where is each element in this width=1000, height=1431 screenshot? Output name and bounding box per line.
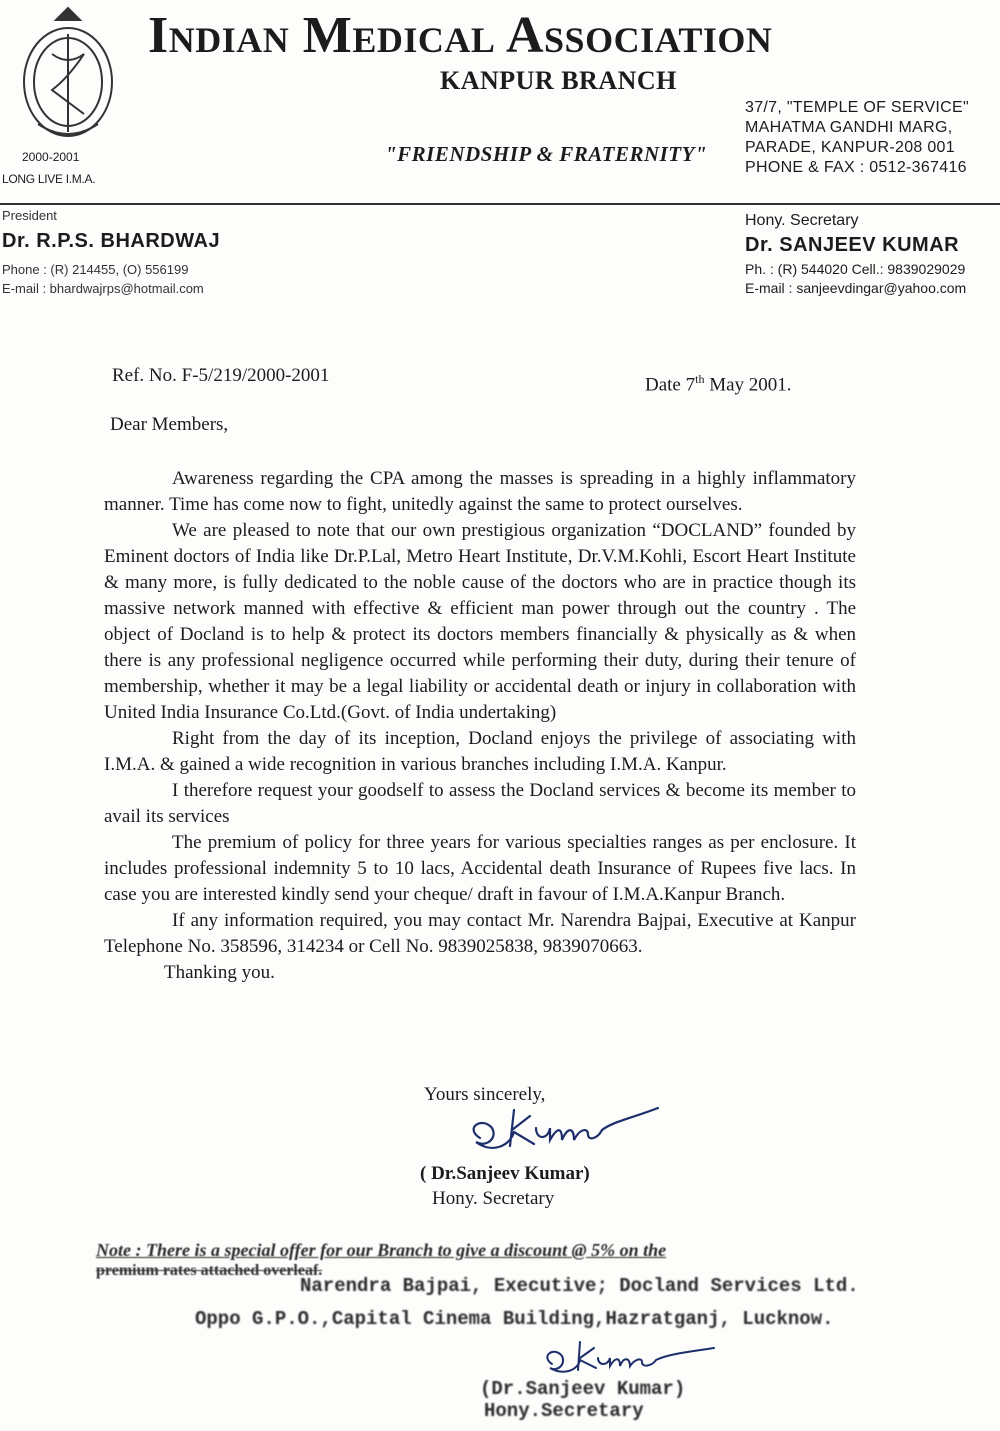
stamp-executive-line: Narendra Bajpai, Executive; Docland Services Ltd. [300, 1275, 859, 1297]
president-phone: Phone : (R) 214455, (O) 556199 [2, 262, 189, 277]
organization-name: Indian Medical Association [148, 7, 773, 64]
body-paragraph: Awareness regarding the CPA among the masses is spreading in a highly inflammatory manner. Time has come now to fight, unitedly against the same to protect ourselves. [104, 468, 856, 515]
president-email: E-mail : bhardwajrps@hotmail.com [2, 281, 204, 296]
slogan: "FRIENDSHIP & FRATERNITY" [385, 142, 708, 166]
president-name: Dr. R.P.S. BHARDWAJ [2, 230, 221, 252]
signatory-title: Hony. Secretary [432, 1188, 555, 1209]
secretary-phone: Ph. : (R) 544020 Cell.: 9839029029 [745, 261, 966, 277]
discount-note-continued: premium rates attached overleaf. [96, 1262, 323, 1279]
reference-number: Ref. No. F-5/219/2000-2001 [112, 365, 330, 386]
address-phone: PHONE & FAX : 0512-367416 [745, 159, 967, 176]
letter-date: Date 7th May 2001. [645, 372, 792, 396]
body-paragraph: If any information required, you may contact Mr. Narendra Bajpai, Executive at Kanpur Telephone No. 358596, 314234 or Cell No. 9839025838, 9839070663. [104, 910, 856, 957]
address-line: MAHATMA GANDHI MARG, [745, 119, 953, 136]
branch-address [745, 98, 969, 178]
logo-year: 2000-2001 [22, 150, 80, 164]
secretary-email: E-mail : sanjeevdingar@yahoo.com [745, 280, 967, 296]
president-contact [2, 260, 204, 298]
header-divider [0, 203, 1000, 205]
secretary-name: Dr. SANJEEV KUMAR [745, 234, 960, 256]
president-title: President [2, 208, 57, 223]
branch-name: KANPUR BRANCH [440, 66, 677, 95]
closing: Yours sincerely, [424, 1084, 546, 1105]
signature-image [462, 1098, 662, 1158]
stamp-address-line: Oppo G.P.O.,Capital Cinema Building,Hazratganj, Lucknow. [195, 1308, 834, 1330]
signatory-name: ( Dr.Sanjeev Kumar) [420, 1163, 590, 1184]
ima-emblem-icon [8, 4, 128, 144]
thanks-line: Thanking you. [164, 962, 275, 983]
logo-motto: LONG LIVE I.M.A. [2, 172, 96, 186]
letter-body [104, 466, 856, 986]
second-signature-image [538, 1336, 718, 1376]
salutation: Dear Members, [110, 414, 229, 435]
discount-note: Note : There is a special offer for our Branch to give a discount @ 5% on the [96, 1240, 667, 1260]
body-paragraph: I therefore request your goodself to assess the Docland services & become its member to avail its services [104, 780, 856, 827]
stamp-signatory-name: (Dr.Sanjeev Kumar) [480, 1378, 686, 1400]
address-line: 37/7, "TEMPLE OF SERVICE" [745, 99, 969, 116]
body-paragraph: The premium of policy for three years for various specialties ranges as per enclosure. It includes professional indemnity 5 to 10 lacs, Accidental death Insurance of Rupees five lacs. In case you are interested kindly send your cheque/ draft in favour of I.M.A.Kanpur Branch. [104, 832, 856, 905]
secretary-contact [745, 260, 966, 298]
body-paragraph: We are pleased to note that our own prestigious organization “DOCLAND” founded by Eminent doctors of India like Dr.P.Lal, Metro Heart Institute, Dr.V.M.Kohli, Escort Heart Institute & many more, is fully dedicated to the noble cause of the doctors who are in practice though its massive network manned with effective & efficient man power through out the country . The object of Docland is to help & protect its doctors members financially & physically as & when there is any professional negligence occurred while performing their duty, during their tenure of membership, whether it may be a legal liability or accidental death or injury in collaboration with United India Insurance Co.Ltd.(Govt. of India undertaking) [104, 520, 856, 723]
secretary-title: Hony. Secretary [745, 212, 859, 229]
stamp-signatory-title: Hony.Secretary [484, 1400, 644, 1422]
address-line: PARADE, KANPUR-208 001 [745, 139, 955, 156]
body-paragraph: Right from the day of its inception, Docland enjoys the privilege of associating with I.M.A. & gained a wide recognition in various branches including I.M.A. Kanpur. [104, 728, 856, 775]
